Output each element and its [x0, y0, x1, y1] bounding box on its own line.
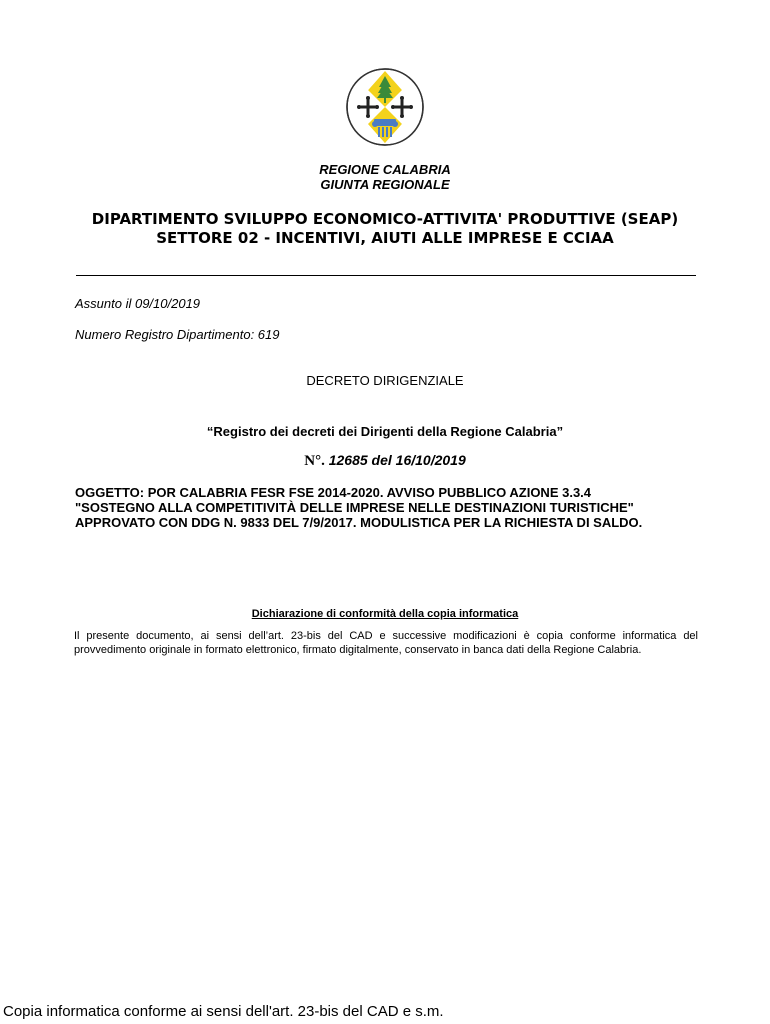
department-title: DIPARTIMENTO SVILUPPO ECONOMICO-ATTIVITA' PRODUTTIVE (SEAP): [91, 210, 679, 228]
decree-number-value: 12685 del 16/10/2019: [328, 452, 466, 468]
subject-line-2: "SOSTEGNO ALLA COMPETITIVITÀ DELLE IMPRESE NELLE DESTINAZIONI TURISTICHE": [75, 500, 634, 515]
sector-title: SETTORE 02 - INCENTIVI, AIUTI ALLE IMPRESE E CCIAA: [156, 229, 614, 247]
declaration-title: Dichiarazione di conformità della copia informatica: [251, 608, 519, 620]
decree-number: [0, 452, 770, 470]
subject-line-1: OGGETTO: POR CALABRIA FESR FSE 2014-2020. AVVISO PUBBLICO AZIONE 3.3.4: [75, 485, 592, 500]
declaration-body: Il presente documento, ai sensi dell’art. 23-bis del CAD e successive modificazioni è copia conforme informatica del provvedimento originale in formato elettronico, firmato digitalmente, conservato in banca dati della Regione Calabria.: [74, 630, 698, 656]
giunta-name: GIUNTA REGIONALE: [320, 177, 450, 192]
registry-number: Numero Registro Dipartimento: 619: [75, 327, 280, 342]
subject-line-3: APPROVATO CON DDG N. 9833 DEL 7/9/2017. MODULISTICA PER LA RICHIESTA DI SALDO.: [75, 515, 643, 530]
decree-subject: [75, 485, 715, 530]
region-coat-of-arms-logo: [345, 67, 425, 147]
decree-type: DECRETO DIRIGENZIALE: [306, 373, 464, 388]
assunto-date: Assunto il 09/10/2019: [75, 296, 201, 311]
footer-conformity-note: Copia informatica conforme ai sensi dell'art. 23-bis del CAD e s.m.: [3, 1003, 444, 1020]
registry-title: “Registro dei decreti dei Dirigenti della Regione Calabria”: [206, 424, 564, 439]
decree-number-label: N°.: [304, 453, 325, 469]
header-divider: [76, 275, 696, 276]
region-name: REGIONE CALABRIA: [319, 162, 451, 177]
